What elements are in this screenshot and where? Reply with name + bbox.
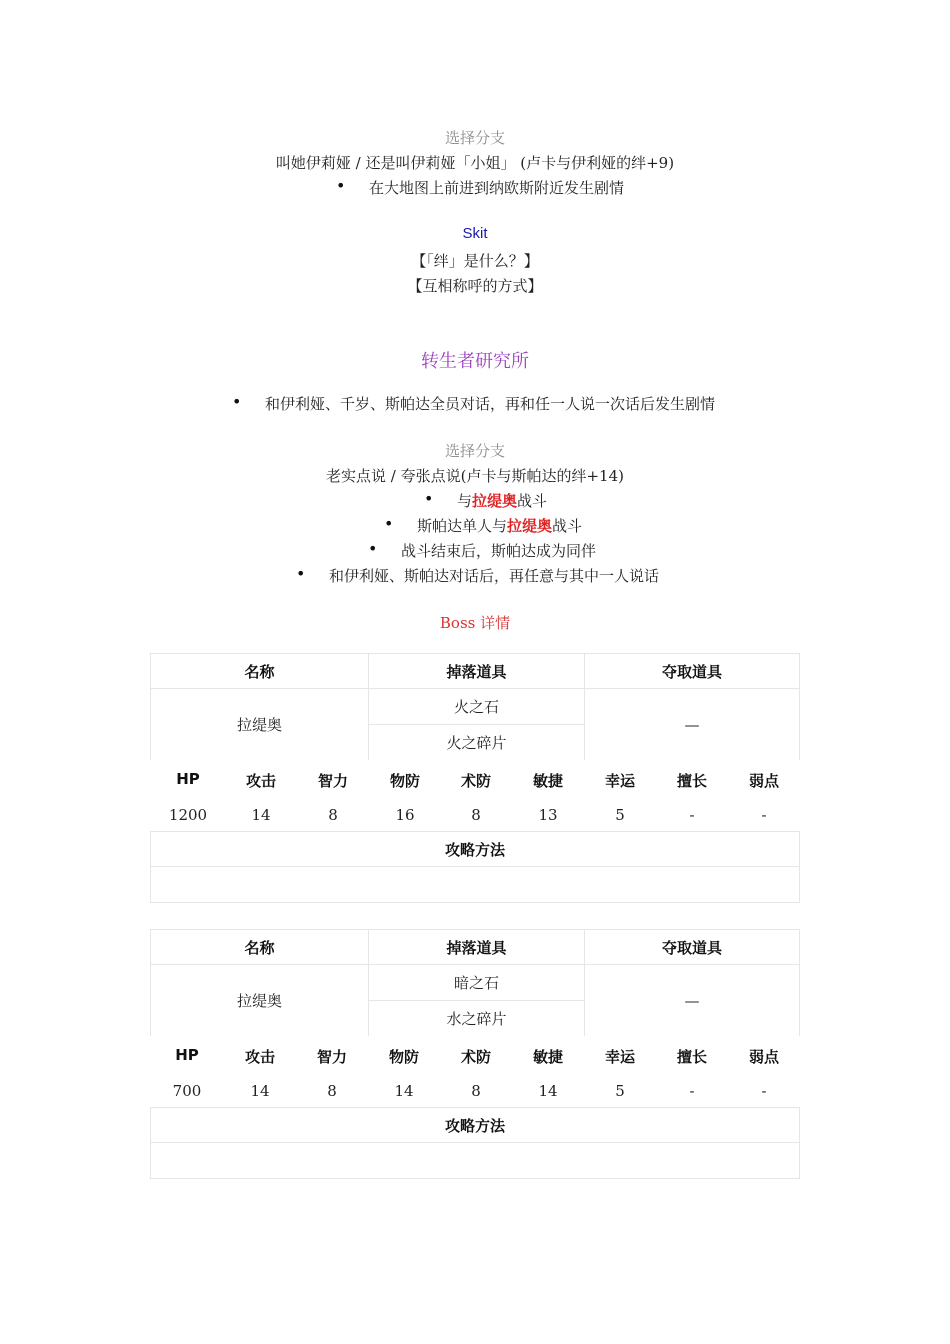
stat-atk: 14 [250, 1082, 270, 1100]
stat-mdef: 8 [471, 1082, 481, 1100]
stat-label-hp: HP [175, 1046, 199, 1064]
header-name: 名称 [150, 653, 368, 689]
stat-int: 8 [327, 1082, 337, 1100]
branch-label: 选择分支 [444, 129, 505, 147]
stat-label-pdef: 物防 [388, 1048, 419, 1066]
stat-label-hp: HP [176, 770, 200, 788]
bullet-text: 战斗结束后，斯帕达成为同伴 [401, 542, 597, 560]
stat-luck: 5 [615, 1082, 625, 1100]
stat-label-weak: 弱点 [748, 772, 779, 790]
drop-item: 火之碎片 [368, 725, 584, 760]
bullet-dot: • [336, 176, 346, 195]
bullet-dot: • [384, 514, 394, 533]
skit-item-2[interactable]: 【互相称呼的方式】 [407, 277, 543, 295]
stat-luck: 5 [615, 806, 625, 824]
stat-weak: - [761, 1082, 767, 1100]
stat-hp: 700 [172, 1082, 202, 1100]
header-steal: 夺取道具 [584, 929, 800, 965]
bullet-text: 在大地图上前进到纳欧斯附近发生剧情 [369, 179, 625, 197]
stat-label-mdef: 术防 [460, 772, 491, 790]
boss-name: 拉缇奥 [150, 965, 368, 1036]
stat-agi: 14 [538, 1082, 558, 1100]
bullet-text: 与拉缇奥战斗 [457, 492, 548, 510]
header-steal: 夺取道具 [584, 653, 800, 689]
stat-label-int: 智力 [317, 772, 348, 790]
bullet-text: 斯帕达单人与拉缇奥战斗 [417, 517, 583, 535]
stat-label-weak: 弱点 [748, 1048, 779, 1066]
stat-atk: 14 [251, 806, 271, 824]
stat-label-strong: 擅长 [676, 772, 707, 790]
stat-label-agi: 敏捷 [532, 1048, 563, 1066]
drop-item: 暗之石 [368, 965, 584, 1001]
stat-strong: - [689, 806, 695, 824]
bullet-dot: • [296, 564, 306, 583]
stat-agi: 13 [538, 806, 558, 824]
header-drop: 掉落道具 [368, 929, 584, 965]
header-drop: 掉落道具 [368, 653, 584, 689]
stat-label-int: 智力 [316, 1048, 347, 1066]
highlight-name: 拉缇奥 [507, 517, 553, 535]
stat-label-luck: 幸运 [604, 1048, 635, 1066]
boss-heading: Boss 详情 [439, 614, 511, 632]
steal-item: — [584, 965, 800, 1036]
branch-label: 选择分支 [444, 442, 505, 460]
highlight-name: 拉缇奥 [472, 492, 518, 510]
stat-pdef: 16 [395, 806, 415, 824]
bullet-dot: • [368, 539, 378, 558]
stat-label-pdef: 物防 [389, 772, 420, 790]
bullet-dot: • [232, 392, 242, 411]
section-heading: 转生者研究所 [421, 351, 529, 372]
stat-label-atk: 攻击 [244, 1048, 275, 1066]
strategy-header: 攻略方法 [150, 831, 800, 867]
boss-table [150, 929, 800, 1179]
boss-name: 拉缇奥 [150, 689, 368, 760]
stat-pdef: 14 [394, 1082, 414, 1100]
strategy-header: 攻略方法 [150, 1107, 800, 1143]
stat-label-agi: 敏捷 [532, 772, 563, 790]
stat-label-luck: 幸运 [604, 772, 635, 790]
stat-int: 8 [328, 806, 338, 824]
stat-strong: - [689, 1082, 695, 1100]
stat-weak: - [761, 806, 767, 824]
stat-mdef: 8 [471, 806, 481, 824]
bullet-text: 和伊利娅、斯帕达对话后，再任意与其中一人说话 [329, 567, 660, 585]
drop-item: 水之碎片 [368, 1001, 584, 1036]
branch-choice: 叫她伊莉娅 / 还是叫伊莉娅「小姐」 (卢卡与伊利娅的绊+9) [275, 154, 675, 172]
skit-title: Skit [462, 225, 488, 242]
boss-table [150, 653, 800, 903]
stat-label-mdef: 术防 [460, 1048, 491, 1066]
branch-choice: 老实点说 / 夸张点说(卢卡与斯帕达的绊+14) [326, 467, 624, 485]
stat-label-atk: 攻击 [245, 772, 276, 790]
drop-item: 火之石 [368, 689, 584, 725]
skit-item-1[interactable]: 【「绊」是什么？】 [411, 252, 539, 270]
bullet-text: 和伊利娅、千岁、斯帕达全员对话，再和任一人说一次话后发生剧情 [265, 395, 716, 413]
stat-label-strong: 擅长 [676, 1048, 707, 1066]
strategy-content [150, 1143, 800, 1179]
strategy-content [150, 867, 800, 903]
header-name: 名称 [150, 929, 368, 965]
stat-hp: 1200 [168, 806, 208, 824]
steal-item: — [584, 689, 800, 760]
bullet-dot: • [424, 489, 434, 508]
